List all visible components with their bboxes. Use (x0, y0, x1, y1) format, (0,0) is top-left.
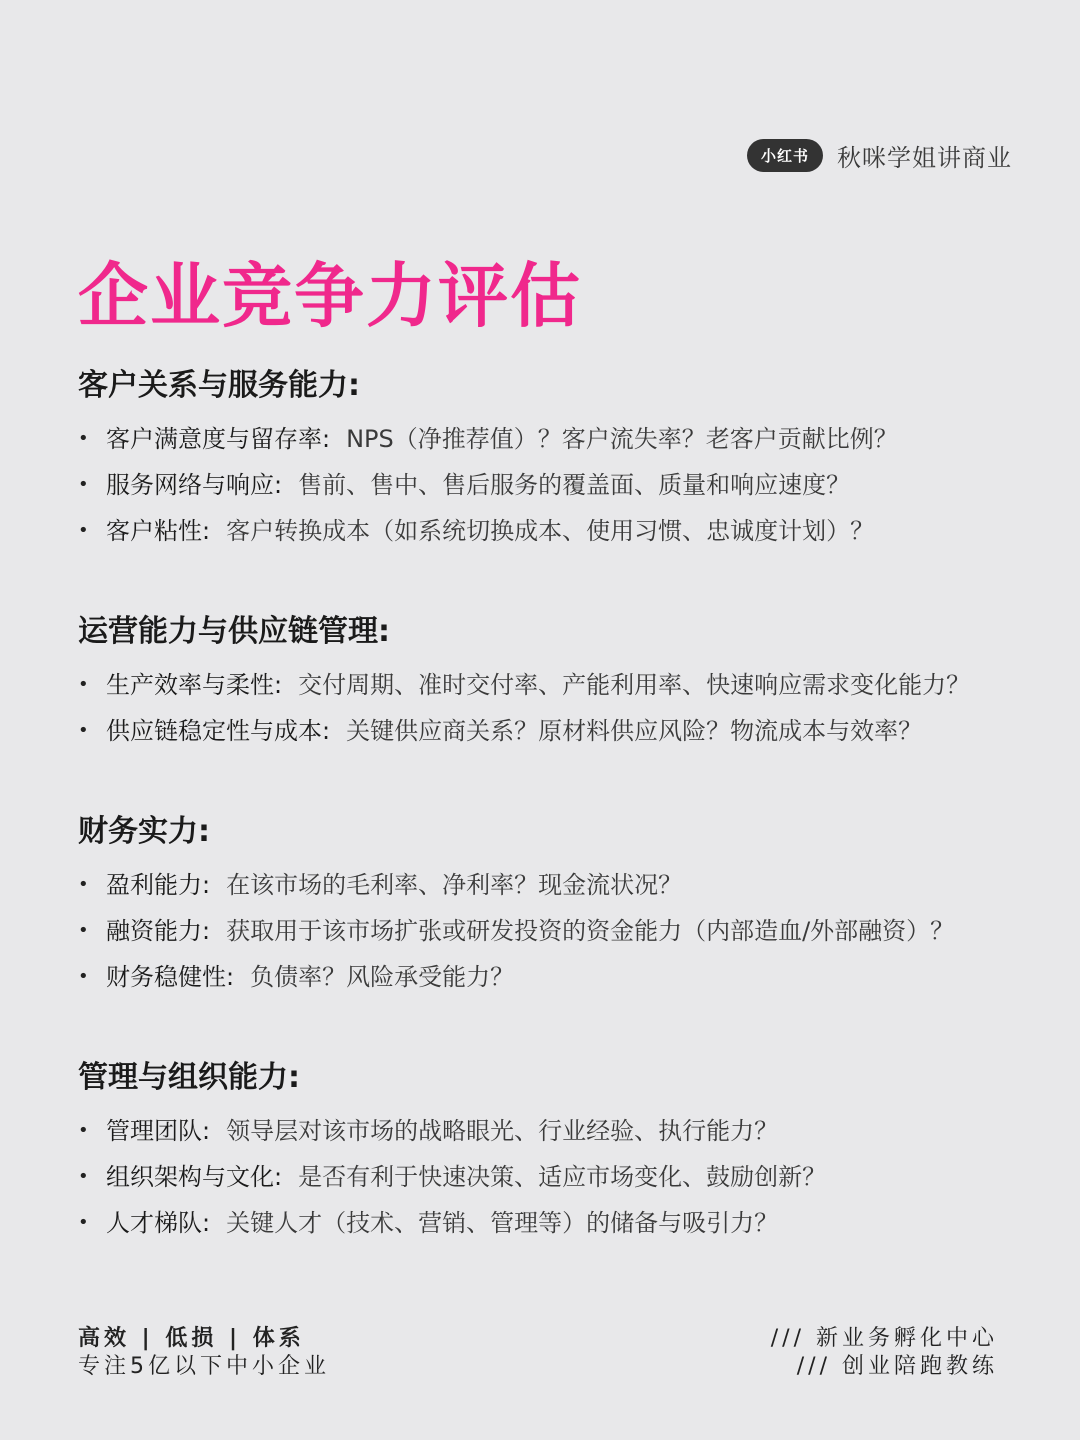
item-text: 在该市场的毛利率、净利率？现金流状况？ (226, 871, 683, 899)
section-management (78, 1052, 1038, 1246)
item-label: 组织架构与文化: (106, 1163, 283, 1191)
footer-left (78, 1325, 330, 1381)
section-heading: 客户关系与服务能力: (78, 368, 360, 403)
item-text: 是否有利于快速决策、适应市场变化、鼓励创新？ (298, 1163, 827, 1191)
list-item (78, 908, 1038, 954)
item-text: 客户转换成本（如系统切换成本、使用习惯、忠诚度计划）？ (226, 517, 875, 545)
item-text: 关键供应商关系？原材料供应风险？物流成本与效率？ (346, 717, 923, 745)
list-item (78, 1154, 1038, 1200)
section-heading: 财务实力: (78, 814, 210, 849)
list-item (78, 662, 1038, 708)
bullet-list (78, 1108, 1038, 1246)
footer-service-2: /// 创业陪跑教练 (796, 1354, 998, 1379)
xiaohongshu-logo: 小红书 (747, 139, 823, 172)
brand (747, 138, 1012, 173)
list-item (78, 462, 1038, 508)
section-customer (78, 360, 1038, 554)
item-label: 生产效率与柔性: (106, 671, 283, 699)
section-operations (78, 606, 1038, 754)
item-label: 供应链稳定性与成本: (106, 717, 331, 745)
item-text: 获取用于该市场扩张或研发投资的资金能力（内部造血/外部融资）？ (226, 917, 955, 945)
list-item (78, 954, 1038, 1000)
page-title: 企业竞争力评估 (78, 255, 582, 337)
section-finance (78, 806, 1038, 1000)
list-item (78, 862, 1038, 908)
footer-right (771, 1325, 998, 1381)
item-text: 交付周期、准时交付率、产能利用率、快速响应需求变化能力？ (298, 671, 971, 699)
section-heading: 管理与组织能力: (78, 1060, 300, 1095)
list-item (78, 508, 1038, 554)
item-text: 领导层对该市场的战略眼光、行业经验、执行能力？ (226, 1117, 779, 1145)
item-label: 盈利能力: (106, 871, 211, 899)
bullet-list (78, 862, 1038, 1000)
item-label: 客户粘性: (106, 517, 211, 545)
bullet-list (78, 662, 1038, 754)
content (78, 360, 1038, 1298)
item-label: 客户满意度与留存率: (106, 425, 331, 453)
item-label: 管理团队: (106, 1117, 211, 1145)
bullet-list (78, 416, 1038, 554)
list-item (78, 1200, 1038, 1246)
item-text: 售前、售中、售后服务的覆盖面、质量和响应速度？ (298, 471, 851, 499)
author-name: 秋咪学姐讲商业 (837, 144, 1012, 172)
list-item (78, 708, 1038, 754)
list-item (78, 1108, 1038, 1154)
footer-focus: 专注5亿以下中小企业 (78, 1354, 330, 1379)
footer-slogan: 高效 | 低损 | 体系 (78, 1326, 305, 1351)
item-text: 关键人才（技术、营销、管理等）的储备与吸引力？ (226, 1209, 779, 1237)
footer-service-1: /// 新业务孵化中心 (770, 1326, 998, 1351)
item-text: NPS（净推荐值）？客户流失率？老客户贡献比例？ (346, 425, 898, 453)
list-item (78, 416, 1038, 462)
item-label: 服务网络与响应: (106, 471, 283, 499)
item-label: 财务稳健性: (106, 963, 235, 991)
item-label: 人才梯队: (106, 1209, 211, 1237)
item-label: 融资能力: (106, 917, 211, 945)
item-text: 负债率？风险承受能力？ (250, 963, 515, 991)
section-heading: 运营能力与供应链管理: (78, 614, 390, 649)
